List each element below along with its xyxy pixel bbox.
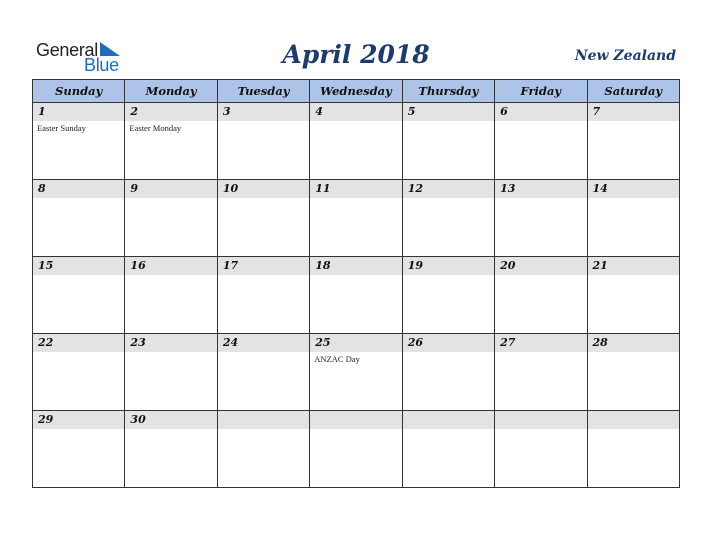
day-number: 10 bbox=[222, 182, 239, 195]
day-number-bar bbox=[125, 257, 216, 275]
day-number: 18 bbox=[315, 259, 331, 272]
day-number: 25 bbox=[315, 336, 331, 349]
day-number: 9 bbox=[130, 182, 139, 195]
day-cell bbox=[217, 411, 309, 488]
day-number: 13 bbox=[500, 182, 516, 195]
holiday-label bbox=[33, 198, 124, 200]
day-number: 1 bbox=[38, 105, 46, 118]
day-number-bar bbox=[310, 334, 401, 352]
holiday-label bbox=[33, 275, 124, 277]
day-number: 14 bbox=[592, 182, 608, 195]
day-number: 3 bbox=[222, 105, 231, 118]
day-cell bbox=[402, 334, 494, 411]
day-number-bar bbox=[218, 334, 309, 352]
holiday-label bbox=[310, 429, 401, 431]
day-number: 12 bbox=[407, 182, 423, 195]
day-number: 22 bbox=[38, 336, 54, 349]
day-number-bar bbox=[495, 103, 586, 121]
day-number: 20 bbox=[500, 259, 516, 272]
day-number-bar bbox=[495, 180, 586, 198]
day-number-bar bbox=[588, 411, 679, 429]
logo-text-general: General bbox=[36, 40, 98, 60]
holiday-label bbox=[588, 275, 679, 277]
week-row bbox=[33, 180, 680, 257]
holiday-label bbox=[125, 275, 216, 277]
holiday-label bbox=[125, 429, 216, 431]
day-cell bbox=[217, 334, 309, 411]
day-cell bbox=[310, 257, 402, 334]
day-cell bbox=[587, 334, 679, 411]
day-cell bbox=[125, 334, 217, 411]
weekday-header-row bbox=[33, 80, 680, 103]
day-number: 23 bbox=[130, 336, 146, 349]
holiday-label bbox=[403, 352, 494, 354]
holiday-label bbox=[495, 429, 586, 431]
day-cell bbox=[587, 103, 679, 180]
day-cell bbox=[33, 180, 125, 257]
day-number-bar bbox=[33, 411, 124, 429]
holiday-label bbox=[403, 275, 494, 277]
holiday-label bbox=[218, 429, 309, 431]
day-cell bbox=[402, 411, 494, 488]
day-number-bar bbox=[218, 103, 309, 121]
holiday-label bbox=[218, 121, 309, 123]
day-number-bar bbox=[125, 180, 216, 198]
day-number-bar bbox=[33, 103, 124, 121]
day-number: 4 bbox=[315, 105, 323, 118]
week-row bbox=[33, 257, 680, 334]
day-cell bbox=[33, 257, 125, 334]
weekday-sunday: Sunday bbox=[33, 80, 125, 103]
holiday-label: Easter Sunday bbox=[37, 123, 86, 133]
holiday-label bbox=[495, 275, 586, 277]
day-number-bar bbox=[495, 334, 586, 352]
holiday-label bbox=[588, 121, 679, 123]
day-cell bbox=[125, 180, 217, 257]
day-number-bar bbox=[403, 334, 494, 352]
day-number-bar bbox=[310, 103, 401, 121]
holiday-label bbox=[588, 352, 679, 354]
day-number-bar bbox=[495, 257, 586, 275]
week-row bbox=[33, 334, 680, 411]
day-number: 21 bbox=[592, 259, 608, 272]
calendar-grid bbox=[32, 79, 680, 488]
day-number-bar bbox=[218, 411, 309, 429]
holiday-label bbox=[125, 352, 216, 354]
day-number: 11 bbox=[315, 182, 331, 195]
day-cell bbox=[495, 334, 587, 411]
day-number-bar bbox=[125, 334, 216, 352]
holiday-label bbox=[588, 429, 679, 431]
day-cell bbox=[33, 103, 125, 180]
day-cell bbox=[125, 411, 217, 488]
holiday-label: ANZAC Day bbox=[314, 354, 360, 364]
day-number-bar bbox=[218, 257, 309, 275]
day-number: 7 bbox=[592, 105, 601, 118]
day-number-bar bbox=[403, 103, 494, 121]
day-number: 29 bbox=[38, 413, 54, 426]
holiday-label bbox=[495, 352, 586, 354]
day-number-bar bbox=[588, 180, 679, 198]
day-number-bar bbox=[218, 180, 309, 198]
day-number-bar bbox=[588, 103, 679, 121]
day-number-bar bbox=[403, 180, 494, 198]
day-cell bbox=[310, 411, 402, 488]
holiday-label bbox=[310, 121, 401, 123]
holiday-label bbox=[588, 198, 679, 200]
day-number: 19 bbox=[407, 259, 423, 272]
day-number-bar bbox=[310, 411, 401, 429]
holiday-label bbox=[495, 121, 586, 123]
day-number: 6 bbox=[500, 105, 508, 118]
day-cell bbox=[495, 103, 587, 180]
day-number: 5 bbox=[407, 105, 416, 118]
week-row bbox=[33, 411, 680, 488]
day-number-bar bbox=[125, 103, 216, 121]
day-number: 27 bbox=[500, 336, 516, 349]
weekday-wednesday: Wednesday bbox=[310, 80, 402, 103]
day-number-bar bbox=[33, 180, 124, 198]
day-cell bbox=[495, 180, 587, 257]
day-number-bar bbox=[588, 334, 679, 352]
day-cell bbox=[587, 257, 679, 334]
day-number: 26 bbox=[407, 336, 423, 349]
day-number-bar bbox=[495, 411, 586, 429]
day-cell bbox=[217, 257, 309, 334]
holiday-label bbox=[495, 198, 586, 200]
day-number: 8 bbox=[38, 182, 46, 195]
day-cell bbox=[125, 103, 217, 180]
holiday-label bbox=[218, 352, 309, 354]
day-number-bar bbox=[310, 257, 401, 275]
day-cell bbox=[402, 103, 494, 180]
day-cell bbox=[217, 180, 309, 257]
weekday-thursday: Thursday bbox=[402, 80, 494, 103]
day-cell bbox=[402, 257, 494, 334]
calendar-title: April 2018 bbox=[282, 40, 430, 69]
day-cell bbox=[310, 334, 402, 411]
day-cell bbox=[495, 411, 587, 488]
holiday-label bbox=[403, 429, 494, 431]
holiday-label: Easter Monday bbox=[129, 123, 182, 133]
day-number-bar bbox=[403, 411, 494, 429]
day-number-bar bbox=[588, 257, 679, 275]
day-number-bar bbox=[125, 411, 216, 429]
weekday-monday: Monday bbox=[125, 80, 217, 103]
day-cell bbox=[310, 103, 402, 180]
day-cell bbox=[587, 411, 679, 488]
holiday-label bbox=[403, 121, 494, 123]
day-number: 16 bbox=[130, 259, 146, 272]
week-row bbox=[33, 103, 680, 180]
logo-text-blue: Blue bbox=[84, 55, 119, 75]
day-cell bbox=[217, 103, 309, 180]
day-number-bar bbox=[310, 180, 401, 198]
holiday-label bbox=[218, 198, 309, 200]
day-number: 24 bbox=[222, 336, 239, 349]
day-cell bbox=[33, 411, 125, 488]
holiday-label bbox=[218, 275, 309, 277]
weekday-friday: Friday bbox=[495, 80, 587, 103]
weekday-saturday: Saturday bbox=[587, 80, 679, 103]
weekday-tuesday: Tuesday bbox=[217, 80, 309, 103]
day-cell bbox=[587, 180, 679, 257]
day-cell bbox=[402, 180, 494, 257]
day-number-bar bbox=[33, 334, 124, 352]
day-number: 30 bbox=[130, 413, 146, 426]
day-number-bar bbox=[33, 257, 124, 275]
day-cell bbox=[33, 334, 125, 411]
holiday-label bbox=[310, 275, 401, 277]
day-number: 15 bbox=[38, 259, 54, 272]
day-cell bbox=[495, 257, 587, 334]
day-number: 17 bbox=[222, 259, 239, 272]
holiday-label bbox=[33, 429, 124, 431]
day-cell bbox=[310, 180, 402, 257]
holiday-label bbox=[403, 198, 494, 200]
day-number-bar bbox=[403, 257, 494, 275]
day-number: 2 bbox=[130, 105, 139, 118]
day-cell bbox=[125, 257, 217, 334]
holiday-label bbox=[125, 198, 216, 200]
day-number: 28 bbox=[592, 336, 608, 349]
country-label: New Zealand bbox=[574, 48, 676, 64]
holiday-label bbox=[310, 198, 401, 200]
holiday-label bbox=[33, 352, 124, 354]
